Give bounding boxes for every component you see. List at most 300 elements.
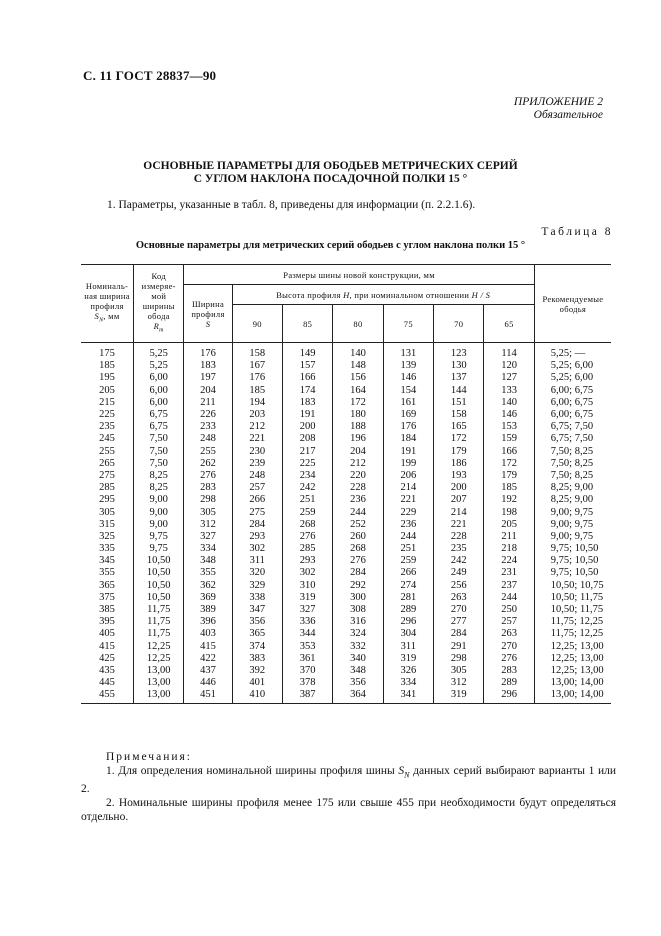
table-cell: 385 (81, 604, 134, 616)
table-cell: 334 (184, 543, 232, 555)
table-cell: 387 (282, 689, 332, 704)
table-cell: 378 (282, 677, 332, 689)
table-cell: 336 (282, 616, 332, 628)
table-cell: 7,50; 8,25 (534, 446, 611, 458)
table-cell: 281 (383, 592, 433, 604)
table-cell: 332 (333, 641, 383, 653)
table-cell: 9,00 (134, 519, 184, 531)
table-cell: 338 (232, 592, 282, 604)
table-row (81, 470, 611, 482)
appendix-status: Обязательное (533, 109, 603, 121)
header-ratio: 75 (383, 305, 433, 343)
table-cell: 292 (333, 580, 383, 592)
header-nominal-width: Номиналь-ная ширина профиля $S_N$, мм (81, 265, 134, 343)
table-cell: 263 (484, 628, 534, 640)
table-cell: 6,00; 6,75 (534, 397, 611, 409)
table-cell: 225 (282, 458, 332, 470)
table-cell: 319 (383, 653, 433, 665)
table-cell: 251 (282, 494, 332, 506)
table-cell: 296 (484, 689, 534, 704)
table-cell: 13,00 (134, 665, 184, 677)
table-cell: 405 (81, 628, 134, 640)
table-cell: 383 (232, 653, 282, 665)
table-cell: 275 (81, 470, 134, 482)
table-cell: 12,25; 13,00 (534, 653, 611, 665)
table-cell: 248 (184, 433, 232, 445)
table-cell: 193 (434, 470, 484, 482)
table-cell: 221 (434, 519, 484, 531)
table-cell: 364 (333, 689, 383, 704)
table-cell: 8,25; 9,00 (534, 494, 611, 506)
table-cell: 194 (232, 397, 282, 409)
table-cell: 179 (484, 470, 534, 482)
table-cell: 315 (81, 519, 134, 531)
table-cell: 166 (282, 372, 332, 384)
table-cell: 188 (333, 421, 383, 433)
table-cell: 326 (383, 665, 433, 677)
table-row (81, 421, 611, 433)
table-cell: 369 (184, 592, 232, 604)
table-row (81, 616, 611, 628)
appendix-label (514, 96, 603, 122)
table-cell: 10,50; 10,75 (534, 580, 611, 592)
table-cell: 401 (232, 677, 282, 689)
table-cell: 274 (383, 580, 433, 592)
table-cell: 183 (184, 360, 232, 372)
table-cell: 198 (484, 506, 534, 518)
section-title-line2: С УГЛОМ НАКЛОНА ПОСАДОЧНОЙ ПОЛКИ 15 ° (193, 173, 468, 185)
table-cell: 153 (484, 421, 534, 433)
table-row (81, 628, 611, 640)
table-cell: 415 (184, 641, 232, 653)
table-cell: 293 (282, 555, 332, 567)
table-cell: 256 (434, 580, 484, 592)
table-cell: 327 (282, 604, 332, 616)
table-cell: 230 (232, 446, 282, 458)
table-cell: 12,25; 13,00 (534, 665, 611, 677)
table-cell: 277 (434, 616, 484, 628)
table-cell: 289 (484, 677, 534, 689)
section-title (0, 160, 661, 186)
table-cell: 137 (434, 372, 484, 384)
table-cell: 234 (282, 470, 332, 482)
table-cell: 9,00 (134, 506, 184, 518)
table-row (81, 641, 611, 653)
table-cell: 114 (484, 343, 534, 361)
table-number: Таблица 8 (541, 226, 613, 238)
table-cell: 9,75 (134, 531, 184, 543)
table-cell: 149 (282, 343, 332, 361)
table-row (81, 531, 611, 543)
table-cell: 365 (232, 628, 282, 640)
table-cell: 6,00; 6,75 (534, 409, 611, 421)
table-cell: 320 (232, 567, 282, 579)
note-1: 1. Для определения номинальной ширины профиля шины $S_N$ данных серий выбирают варианты 1 или 2. (81, 765, 616, 796)
table-cell: 192 (484, 494, 534, 506)
table-cell: 289 (383, 604, 433, 616)
table-cell: 130 (434, 360, 484, 372)
header-ratio: 65 (484, 305, 534, 343)
table-row (81, 555, 611, 567)
table-cell: 285 (81, 482, 134, 494)
table-cell: 425 (81, 653, 134, 665)
table-cell: 285 (282, 543, 332, 555)
table-cell: 305 (184, 506, 232, 518)
table-cell: 10,50 (134, 580, 184, 592)
table-cell: 180 (333, 409, 383, 421)
table-cell: 186 (434, 458, 484, 470)
table-cell: 212 (333, 458, 383, 470)
table-cell: 455 (81, 689, 134, 704)
table-cell: 11,75 (134, 604, 184, 616)
table-row (81, 665, 611, 677)
table-row (81, 567, 611, 579)
table-cell: 195 (81, 372, 134, 384)
table-cell: 7,50 (134, 433, 184, 445)
table-cell: 356 (232, 616, 282, 628)
table-cell: 451 (184, 689, 232, 704)
table-cell: 445 (81, 677, 134, 689)
table-cell: 176 (232, 372, 282, 384)
table-cell: 7,50 (134, 446, 184, 458)
table-cell: 228 (434, 531, 484, 543)
table-cell: 298 (434, 653, 484, 665)
table-cell: 305 (434, 665, 484, 677)
table-cell: 355 (184, 567, 232, 579)
table-row (81, 580, 611, 592)
table-cell: 158 (232, 343, 282, 361)
table-cell: 140 (484, 397, 534, 409)
table-cell: 229 (383, 506, 433, 518)
table-cell: 217 (282, 446, 332, 458)
table-cell: 169 (383, 409, 433, 421)
table-cell: 156 (333, 372, 383, 384)
table-cell: 255 (184, 446, 232, 458)
table-cell: 185 (484, 482, 534, 494)
table-cell: 9,75; 10,50 (534, 567, 611, 579)
table-cell: 304 (383, 628, 433, 640)
table-cell: 191 (383, 446, 433, 458)
table-cell: 5,25; 6,00 (534, 372, 611, 384)
table-cell: 361 (282, 653, 332, 665)
table-cell: 389 (184, 604, 232, 616)
table-cell: 200 (282, 421, 332, 433)
table-cell: 7,50 (134, 458, 184, 470)
table-cell: 183 (282, 397, 332, 409)
table-cell: 345 (81, 555, 134, 567)
table-cell: 5,25 (134, 360, 184, 372)
table-row (81, 433, 611, 445)
table-cell: 205 (81, 385, 134, 397)
table-cell: 302 (232, 543, 282, 555)
table-cell: 11,75 (134, 616, 184, 628)
table-cell: 298 (184, 494, 232, 506)
table-cell: 140 (333, 343, 383, 361)
table-cell: 263 (434, 592, 484, 604)
table-cell: 5,25; 6,00 (534, 360, 611, 372)
table-cell: 242 (282, 482, 332, 494)
table-cell: 13,00; 14,00 (534, 689, 611, 704)
header-ratio: 70 (434, 305, 484, 343)
table-cell: 370 (282, 665, 332, 677)
table-cell: 225 (81, 409, 134, 421)
table-cell: 276 (282, 531, 332, 543)
table-cell: 172 (333, 397, 383, 409)
table-cell: 344 (282, 628, 332, 640)
table-cell: 214 (383, 482, 433, 494)
table-cell: 10,50 (134, 555, 184, 567)
table-cell: 268 (333, 543, 383, 555)
table-cell: 6,00 (134, 397, 184, 409)
table-row (81, 494, 611, 506)
table-cell: 139 (383, 360, 433, 372)
table-cell: 244 (333, 506, 383, 518)
table-cell: 276 (484, 653, 534, 665)
table-cell: 120 (484, 360, 534, 372)
table-cell: 251 (383, 543, 433, 555)
table-cell: 236 (333, 494, 383, 506)
table-cell: 312 (434, 677, 484, 689)
table-cell: 211 (184, 397, 232, 409)
table-cell: 10,50 (134, 567, 184, 579)
table-row (81, 543, 611, 555)
table-row (81, 409, 611, 421)
table-cell: 244 (383, 531, 433, 543)
table-cell: 302 (282, 567, 332, 579)
table-cell: 268 (282, 519, 332, 531)
table-cell: 207 (434, 494, 484, 506)
table-cell: 9,00 (134, 494, 184, 506)
table-cell: 316 (333, 616, 383, 628)
notes-heading: Примечания: (106, 751, 192, 763)
appendix-number: ПРИЛОЖЕНИЕ 2 (513, 96, 603, 108)
table-cell: 284 (434, 628, 484, 640)
table-cell: 244 (484, 592, 534, 604)
table-cell: 12,25 (134, 641, 184, 653)
table-row (81, 592, 611, 604)
table-cell: 6,75 (134, 421, 184, 433)
table-row (81, 689, 611, 704)
table-cell: 249 (434, 567, 484, 579)
table-cell: 392 (232, 665, 282, 677)
table-cell: 270 (484, 641, 534, 653)
table-cell: 161 (383, 397, 433, 409)
table-cell: 233 (184, 421, 232, 433)
table-cell: 191 (282, 409, 332, 421)
table-cell: 184 (383, 433, 433, 445)
table-cell: 348 (333, 665, 383, 677)
table-cell: 8,25 (134, 482, 184, 494)
table-cell: 252 (333, 519, 383, 531)
table-cell: 265 (81, 458, 134, 470)
table-cell: 172 (484, 458, 534, 470)
table-cell: 9,00; 9,75 (534, 531, 611, 543)
table-cell: 133 (484, 385, 534, 397)
table-cell: 11,75 (134, 628, 184, 640)
table-cell: 446 (184, 677, 232, 689)
table-row (81, 360, 611, 372)
table-cell: 296 (383, 616, 433, 628)
table-cell: 203 (232, 409, 282, 421)
table-cell: 154 (383, 385, 433, 397)
table-cell: 9,75; 10,50 (534, 555, 611, 567)
header-ratio: 85 (282, 305, 332, 343)
table-cell: 176 (184, 343, 232, 361)
table-cell: 174 (282, 385, 332, 397)
table-cell: 5,25 (134, 343, 184, 361)
table-cell: 185 (81, 360, 134, 372)
table-cell: 340 (333, 653, 383, 665)
table-cell: 220 (333, 470, 383, 482)
header-rim-code: Код измеряе-мой ширины обода $R_m$ (134, 265, 184, 343)
table-cell: 319 (282, 592, 332, 604)
table-cell: 215 (81, 397, 134, 409)
table-cell: 410 (232, 689, 282, 704)
table-cell: 312 (184, 519, 232, 531)
table-cell: 6,00 (134, 372, 184, 384)
table-cell: 239 (232, 458, 282, 470)
table-cell: 205 (484, 519, 534, 531)
table-cell: 295 (81, 494, 134, 506)
table-title: Основные параметры для метрических серий ободьев с углом наклона полки 15 ° (135, 240, 526, 251)
table-cell: 185 (232, 385, 282, 397)
table-cell: 262 (184, 458, 232, 470)
table-cell: 196 (333, 433, 383, 445)
table-cell: 151 (434, 397, 484, 409)
table-cell: 10,50; 11,75 (534, 592, 611, 604)
table-cell: 123 (434, 343, 484, 361)
table-cell: 166 (484, 446, 534, 458)
table-cell: 257 (232, 482, 282, 494)
table-cell: 218 (484, 543, 534, 555)
table-cell: 329 (232, 580, 282, 592)
table-cell: 146 (484, 409, 534, 421)
table-cell: 259 (383, 555, 433, 567)
table-cell: 206 (383, 470, 433, 482)
table-cell: 347 (232, 604, 282, 616)
table-cell: 200 (434, 482, 484, 494)
table-cell: 341 (383, 689, 433, 704)
table-cell: 221 (232, 433, 282, 445)
table-cell: 164 (333, 385, 383, 397)
table-cell: 422 (184, 653, 232, 665)
table-cell: 175 (81, 343, 134, 361)
table-cell: 224 (484, 555, 534, 567)
table-cell: 221 (383, 494, 433, 506)
table-cell: 8,25 (134, 470, 184, 482)
table-cell: 327 (184, 531, 232, 543)
table-cell: 179 (434, 446, 484, 458)
table-row (81, 458, 611, 470)
table-row (81, 385, 611, 397)
table-cell: 9,00; 9,75 (534, 519, 611, 531)
table-cell: 11,75; 12,25 (534, 628, 611, 640)
table-cell: 197 (184, 372, 232, 384)
table-cell: 9,75 (134, 543, 184, 555)
table-cell: 12,25; 13,00 (534, 641, 611, 653)
table-row (81, 519, 611, 531)
table-cell: 435 (81, 665, 134, 677)
table-row (81, 506, 611, 518)
table-row (81, 482, 611, 494)
table-cell: 6,75 (134, 409, 184, 421)
table-cell: 6,75; 7,50 (534, 421, 611, 433)
table-cell: 283 (184, 482, 232, 494)
page-header: С. 11 ГОСТ 28837—90 (83, 68, 217, 83)
table-cell: 255 (81, 446, 134, 458)
table-cell: 208 (282, 433, 332, 445)
table-cell: 237 (484, 580, 534, 592)
table-cell: 415 (81, 641, 134, 653)
table-cell: 396 (184, 616, 232, 628)
table-cell: 9,75; 10,50 (534, 543, 611, 555)
table-cell: 13,00 (134, 677, 184, 689)
table-cell: 365 (81, 580, 134, 592)
table-cell: 266 (232, 494, 282, 506)
table-cell: 284 (333, 567, 383, 579)
table-cell: 204 (184, 385, 232, 397)
table-cell: 283 (484, 665, 534, 677)
table-cell: 10,50 (134, 592, 184, 604)
table-cell: 325 (81, 531, 134, 543)
table-cell: 7,50; 8,25 (534, 470, 611, 482)
table-cell: 167 (232, 360, 282, 372)
header-ratio: 90 (232, 305, 282, 343)
table-cell: 235 (81, 421, 134, 433)
header-section-width: Ширина профиля S (184, 285, 232, 343)
table-cell: 291 (434, 641, 484, 653)
table-cell: 335 (81, 543, 134, 555)
table-cell: 395 (81, 616, 134, 628)
table-row (81, 397, 611, 409)
table-cell: 12,25 (134, 653, 184, 665)
table-cell: 270 (434, 604, 484, 616)
table-cell: 5,25; — (534, 343, 611, 361)
table-cell: 275 (232, 506, 282, 518)
table-cell: 276 (184, 470, 232, 482)
table-cell: 7,50; 8,25 (534, 458, 611, 470)
table-cell: 300 (333, 592, 383, 604)
table-cell: 355 (81, 567, 134, 579)
table-cell: 146 (383, 372, 433, 384)
table-cell: 245 (81, 433, 134, 445)
section-title-line1: ОСНОВНЫЕ ПАРАМЕТРЫ ДЛЯ ОБОДЬЕВ МЕТРИЧЕСКИХ СЕРИЙ (143, 160, 518, 172)
table-cell: 362 (184, 580, 232, 592)
table-cell: 236 (383, 519, 433, 531)
table-cell: 11,75; 12,25 (534, 616, 611, 628)
header-recommended-rims: Рекомендуемые ободья (534, 265, 611, 343)
table-cell: 324 (333, 628, 383, 640)
table-cell: 6,75; 7,50 (534, 433, 611, 445)
table-cell: 157 (282, 360, 332, 372)
table-cell: 353 (282, 641, 332, 653)
table-cell: 334 (383, 677, 433, 689)
table-cell: 13,00; 14,00 (534, 677, 611, 689)
table-cell: 211 (484, 531, 534, 543)
table-cell: 212 (232, 421, 282, 433)
header-tire-sizes: Размеры шины новой конструкции, мм (184, 265, 534, 285)
table-cell: 293 (232, 531, 282, 543)
table-cell: 437 (184, 665, 232, 677)
table-cell: 10,50; 11,75 (534, 604, 611, 616)
table-cell: 8,25; 9,00 (534, 482, 611, 494)
table-cell: 305 (81, 506, 134, 518)
table-cell: 250 (484, 604, 534, 616)
table-cell: 242 (434, 555, 484, 567)
table-cell: 260 (333, 531, 383, 543)
parameters-table (81, 264, 611, 704)
table-cell: 158 (434, 409, 484, 421)
